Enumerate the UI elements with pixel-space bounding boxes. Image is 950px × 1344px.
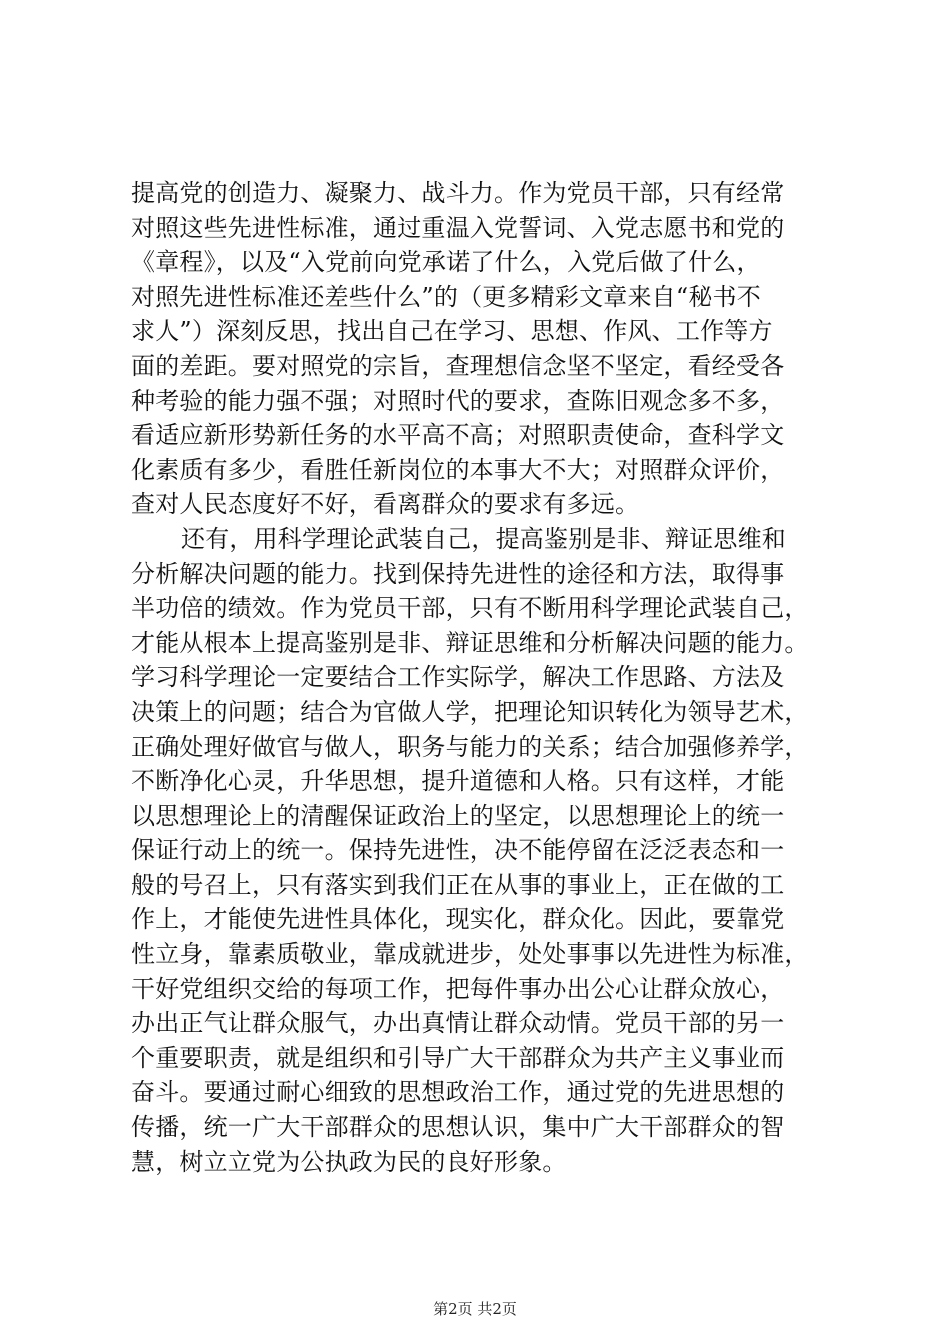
text-line: 面的差距。要对照党的宗旨，查理想信念坚不坚定，看经受各 [131,351,785,380]
text-line: 作上，才能使先进性具体化，现实化，群众化。因此，要靠党 [131,905,785,934]
text-line: 干好党组织交给的每项工作，把每件事办出公心让群众放心， [131,974,785,1003]
text-line: 正确处理好做官与做人，职务与能力的关系；结合加强修养学， [131,732,809,761]
text-line: 不断净化心灵，升华思想，提升道德和人格。只有这样，才能 [131,767,785,796]
text-line: 保证行动上的统一。保持先进性，决不能停留在泛泛表态和一 [131,836,785,865]
text-line: 《章程》，以及“入党前向党承诺了什么，入党后做了什么， [131,248,761,277]
page-footer [0,1299,950,1319]
text-line: 才能从根本上提高鉴别是非、辩证思维和分析解决问题的能力。 [131,628,809,657]
page-number: 第2页 共2页 [433,1300,517,1318]
text-line: 对照这些先进性标准，通过重温入党誓词、入党志愿书和党的 [131,213,785,242]
text-line: 传播，统一广大干部群众的思想认识，集中广大干部群众的智 [131,1113,785,1142]
text-line: 查对人民态度好不好，看离群众的要求有多远。 [131,490,640,519]
text-line: 以思想理论上的清醒保证政治上的坚定，以思想理论上的统一 [131,801,785,830]
text-line: 还有，用科学理论武装自己，提高鉴别是非、辩证思维和 [181,524,786,553]
text-line: 学习科学理论一定要结合工作实际学，解决工作思路、方法及 [131,663,785,692]
text-line: 般的号召上，只有落实到我们正在从事的事业上，正在做的工 [131,870,785,899]
text-line: 奋斗。要通过耐心细致的思想政治工作，通过党的先进思想的 [131,1078,785,1107]
text-line: 性立身，靠素质敬业，靠成就进步，处处事事以先进性为标准， [131,940,809,969]
body-text [131,176,851,1179]
paragraph-2 [131,522,851,1179]
text-line: 求人”）深刻反思，找出自己在学习、思想、作风、工作等方 [131,317,773,346]
text-line: 种考验的能力强不强；对照时代的要求，查陈旧观念多不多， [131,386,785,415]
text-line: 提高党的创造力、凝聚力、战斗力。作为党员干部，只有经常 [131,179,785,207]
text-line: 个重要职责，就是组织和引导广大干部群众为共产主义事业而 [131,1043,785,1072]
text-line: 分析解决问题的能力。找到保持先进性的途径和方法，取得事 [131,559,785,588]
text-line: 化素质有多少，看胜任新岗位的本事大不大；对照群众评价， [131,455,785,484]
text-line: 看适应新形势新任务的水平高不高；对照职责使命，查科学文 [131,421,785,450]
text-line: 办出正气让群众服气，办出真情让群众动情。党员干部的另一 [131,1009,785,1038]
text-line: 决策上的问题；结合为官做人学，把理论知识转化为领导艺术， [131,697,809,726]
text-line: 慧，树立立党为公执政为民的良好形象。 [131,1147,567,1176]
text-line: 半功倍的绩效。作为党员干部，只有不断用科学理论武装自己， [131,594,809,623]
paragraph-1 [131,176,851,522]
text-line: 对照先进性标准还差些什么”的（更多精彩文章来自“秘书不 [131,282,761,311]
